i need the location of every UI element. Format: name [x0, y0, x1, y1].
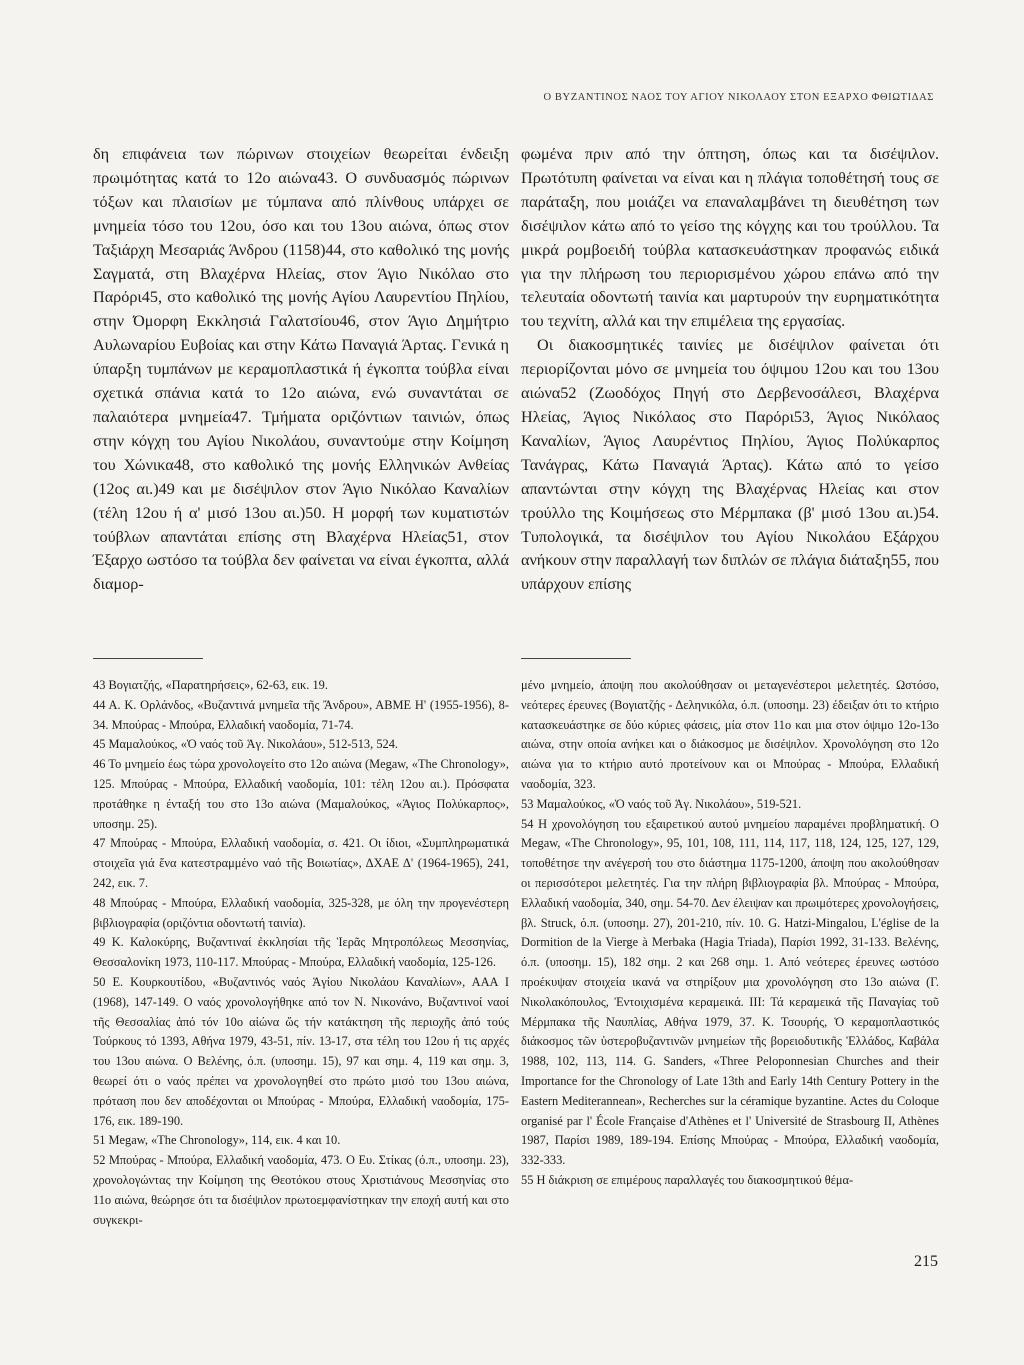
footnote: 48 Μπούρας - Μπούρα, Ελλαδική ναοδομία, 325-328, με όλη την προγενέστερη βιβλιογραφία (οριζόντια οδοντωτή ταινία).	[93, 895, 509, 930]
footnote: 50 Ε. Κουρκουτίδου, «Βυζαντινός ναός Ἁγίου Νικολάου Καναλίων», ΑΑΑ Ι (1968), 147-149. Ο ναός χρονολογήθηκε από τον Ν. Νικονάνο, Βυζαντινοί ναοί τῆς Θεσσαλίας ἀπό τόν 10ο αἰώνα ὥς τήν κατάκτηση τῆς περιοχῆς ἀπό τούς Τούρκους τό 1393, Αθήνα 1979, 43-51, πίν. 13-17, στα τέλη του 12ου ή τις αρχές του 13ου αιώνα. Ο Βελένης, ό.π. (υποσημ. 15), 97 και σημ. 4, 119 και σημ. 3, θεωρεί ότι ο ναός πρέπει να χρονολογηθεί στο πρώτο μισό του 13ου αιώνα, πρόταση που δεν αποδέχονται οι Μπούρας - Μπούρα, Ελλαδική ναοδομία, 175-176, εικ. 189-190.	[93, 974, 509, 1128]
body-paragraph: δη επιφάνεια των πώρινων στοιχείων θεωρείται ένδειξη πρωιμότητας κατά το 12ο αιώνα43. Ο συνδυασμός πώρινων τόξων και πλαισίων με τύμπανα από πλίνθους υπάρχει σε μνημεία τόσο του 12ου, όσο και του 13ου αιώνα, όπως στον Ταξιάρχη Μεσαριάς Άνδρου (1158)44, στο καθολικό της μονής Σαγματά, στη Βλαχέρνα Ηλείας, στον Άγιο Νικόλαο στο Παρόρι45, στο καθολικό της μονής Αγίου Λαυρεντίου Πηλίου, στην Όμορφη Εκκλησιά Γαλατσίου46, στον Άγιο Δημήτριο Αυλωναρίου Ευβοίας και στην Κάτω Παναγιά Άρτας. Γενικά η ύπαρξη τυμπάνων με κεραμοπλαστικά ή έγκοπτα τούβλα είναι σχετικά σπάνια κατά το 12ο αιώνα, ενώ συναντάται σε παλαιότερα μνημεία47. Τμήματα οριζόντιων ταινιών, όπως στην κόγχη του Αγίου Νικολάου, συναντούμε στην Κοίμηση του Χώνικα48, στο καθολικό της μονής Ελληνικών Ανθείας (12ος αι.)49 και με δισέψιλον στον Άγιο Νικόλαο Καναλίων (τέλη 12ου ή α' μισό 13ου αι.)50. Η μορφή των κυματιστών τούβλων απαντάται επίσης στη Βλαχέρνα Ηλείας51, στον Έξαρχο ωστόσο τα τούβλα δεν φαίνεται να είναι έγκοπτα, αλλά διαμορ-	[93, 145, 509, 594]
footnote: 47 Μπούρας - Μπούρα, Ελλαδική ναοδομία, σ. 421. Οι ίδιοι, «Συμπληρωματικά στοιχεῖα γιά ἕνα κατεστραμμένο ναό τῆς Βοιωτίας», ΔΧΑΕ Δ' (1964-1965), 241, 242, εικ. 7.	[93, 836, 509, 890]
footnote: 49 Κ. Καλοκύρης, Βυζαντιναί ἐκκλησίαι τῆς Ἱερᾶς Μητροπόλεως Μεσσηνίας, Θεσσαλονίκη 1973, 110-117. Μπούρας - Μπούρα, Ελλαδική ναοδομία, 125-126.	[93, 935, 509, 970]
footnotes-right	[521, 676, 939, 1191]
body-column-right	[521, 143, 939, 597]
footnote: 51 Megaw, «The Chronology», 114, εικ. 4 και 10.	[93, 1133, 341, 1148]
body-paragraph: Οι διακοσμητικές ταινίες με δισέψιλον φαίνεται ότι περιορίζονται μόνο σε μνημεία του όψιμου 12ου και του 13ου αιώνα52 (Ζωοδόχος Πηγή στο Δερβενοσάλεσι, Βλαχέρνα Ηλείας, Άγιος Νικόλαος στο Παρόρι53, Άγιος Νικόλαος Καναλίων, Άγιος Λαυρέντιος Πηλίου, Άγιος Πολύκαρπος Τανάγρας, Κάτω Παναγιά Άρτας). Κάτω από το γείσο απαντώνται στην κόγχη της Βλαχέρνας Ηλείας και στον τρούλλο της Κοιμήσεως στο Μέρμπακα (β' μισό 13ου αι.)54. Τυπολογικά, τα δισέψιλον του Αγίου Νικολάου Εξάρχου ανήκουν στην παραλλαγή των διπλών σε πλάγια διάταξη55, που υπάρχουν επίσης	[521, 336, 940, 594]
footnote: 44 Α. Κ. Ορλάνδος, «Βυζαντινά μνημεῖα τῆς Ἄνδρου», ΑΒΜΕ Η' (1955-1956), 8-34. Μπούρας - Μπούρα, Ελλαδική ναοδομία, 71-74.	[93, 697, 509, 732]
body-paragraph: φωμένα πριν από την όπτηση, όπως και τα δισέψιλον. Πρωτότυπη φαίνεται να είναι και η πλάγια τοποθέτησή τους σε παράταξη, που μοιάζει να επαναλαμβάνει τη διευθέτηση των δισέψιλον κάτω από το γείσο της κόγχης και του τρούλλου. Τα μικρά ρομβοειδή τούβλα κατασκευάστηκαν προφανώς ειδικά για την πλήρωση του περιορισμένου χώρου επάνω από την τελευταία οδοντωτή ταινία και μαρτυρούν την ευρηματικότητα του τεχνίτη, αλλά και την επιμέλεια της εργασίας.	[521, 145, 939, 331]
footnote-rule-left	[93, 658, 203, 659]
footnote: μένο μνημείο, άποψη που ακολούθησαν οι μεταγενέστεροι μελετητές. Ωστόσο, νεότερες έρευνες (Βογιατζής - Δεληνικόλα, ό.π. (υποσημ. 23) έδειξαν ότι το κτήριο κατασκευάστηκε σε δύο κύριες φάσεις, μία στον 11ο και μια στον όψιμο 12ο-13ο αιώνα, στην οποία ανήκει και ο διάκοσμος με δισέψιλον. Χρονολόγηση στο 12ο αιώνα για το κτήριο αυτό προτείνουν και οι Μπούρας - Μπούρα, Ελλαδική ναοδομία, 323.	[521, 678, 939, 791]
footnote: 53 Μαμαλούκος, «Ὁ ναός τοῦ Ἁγ. Νικολάου», 519-521.	[521, 796, 802, 811]
footnote: 46 Το μνημείο έως τώρα χρονολογείτο στο 12ο αιώνα (Megaw, «The Chronology», 125. Μπούρας - Μπούρα, Ελλαδική ναοδομία, 101: τέλη 12ου αι.). Πρόσφατα προτάθηκε η ένταξή του στο 13ο αιώνα (Μαμαλούκος, «Άγιος Πολύκαρπος», υποσημ. 25).	[93, 757, 509, 831]
running-head: Ο ΒΥΖΑΝΤΙΝΟΣ ΝΑΟΣ ΤΟΥ ΑΓΙΟΥ ΝΙΚΟΛΑΟΥ ΣΤΟΝ ΕΞΑΡΧΟ ΦΘΙΩΤΙΔΑΣ	[543, 92, 934, 103]
footnote: 45 Μαμαλούκος, «Ὁ ναός τοῦ Ἁγ. Νικολάου», 512-513, 524.	[93, 737, 398, 752]
page-number: 215	[914, 1253, 938, 1270]
body-column-left	[93, 143, 509, 597]
footnotes-left	[93, 676, 509, 1230]
footnote-rule-right	[521, 658, 631, 659]
footnote: 43 Βογιατζής, «Παρατηρήσεις», 62-63, εικ. 19.	[93, 678, 328, 692]
footnote: 52 Μπούρας - Μπούρα, Ελλαδική ναοδομία, 473. Ο Ευ. Στίκας (ό.π., υποσημ. 23), χρονολογώντας την Κοίμηση της Θεοτόκου στους Χριστιάνους Μεσσηνίας στο 11ο αιώνα, θεώρησε ότι τα δισέψιλον πρωτοεμφανίστηκαν την εποχή αυτή και στο συγκεκρι-	[93, 1153, 509, 1227]
footnote: 54 Η χρονολόγηση του εξαιρετικού αυτού μνημείου παραμένει προβληματική. Ο Megaw, «The Chronology», 95, 101, 108, 111, 114, 117, 118, 124, 125, 127, 129, τοποθέτησε την ανέγερσή του στο διάστημα 1175-1200, άποψη που ακολούθησαν οι περισσότεροι μελετητές. Για την πλήρη βιβλιογραφία βλ. Μπούρας - Μπούρα, Ελλαδική ναοδομία, 340, σημ. 54-70. Δεν έλειψαν και πρωιμότερες χρονολογήσεις, βλ. Struck, ό.π. (υποσημ. 27), 201-210, πίν. 10. G. Hatzi-Mingalou, L'église de la Dormition de la Vierge à Merbaka (Hagia Triada), Παρίσι 1992, 31-133. Βελένης, ό.π. (υποσημ. 15), 182 σημ. 2 και 268 σημ. 1. Από νεότερες έρευνες ωστόσο προέκυψαν στοιχεία ικανά να στηρίξουν μια χρονολόγηση στο 13ο αιώνα (Γ. Νικολακόπουλος, Ἐντοιχισμένα κεραμεικά. ΙΙΙ: Τά κεραμεικά τῆς Παναγίας τοῦ Μέρμπακα τῆς Ναυπλίας, Αθήνα 1979, 37. Κ. Τσουρής, Ὁ κεραμοπλαστικός διάκοσμος τῶν ὑστεροβυζαντινῶν μνημείων τῆς βορειοδυτικῆς Ἑλλάδος, Καβάλα 1988, 102, 113, 114. G. Sanders, «Three Peloponnesian Churches and their Importance for the Chronology of Late 13th and Early 14th Century Pottery in the Eastern Mediterannean», Recherches sur la céramique byzantine. Actes du Coloque organisé par l' École Française d'Athènes et l' Université de Strasbourg II, Athènes 1987, Παρίσι 1989, 189-194. Επίσης Μπούρας - Μπούρα, Ελλαδική ναοδομία, 332-333.	[521, 816, 939, 1168]
footnote: 55 Η διάκριση σε επιμέρους παραλλαγές του διακοσμητικού θέμα-	[521, 1172, 854, 1187]
